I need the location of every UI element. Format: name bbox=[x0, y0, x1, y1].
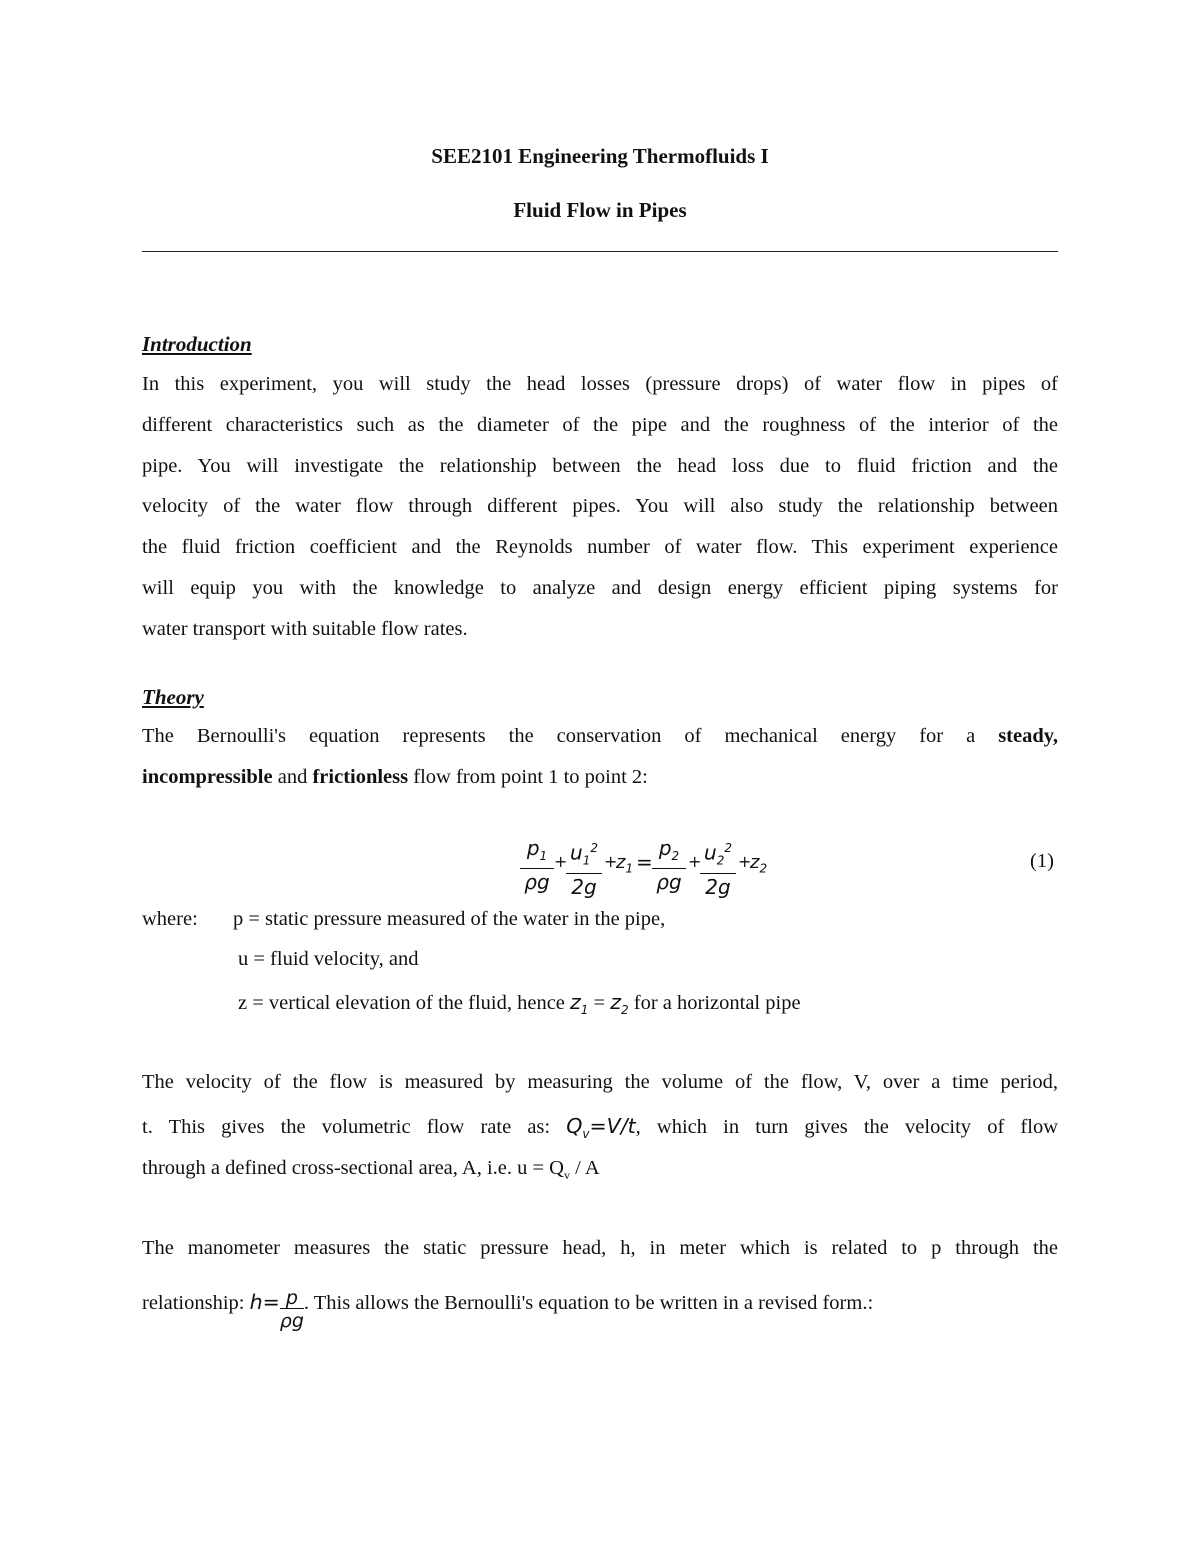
where-u-definition: u = fluid velocity, and bbox=[238, 948, 419, 970]
z1-term: $z_1$ bbox=[616, 852, 634, 876]
intro-line-2: different characteristics such as the diameter of the pipe and the roughness of the interior of the bbox=[142, 414, 1058, 436]
manometer-line-2: relationship: h= $\frac{p}{\rho g}$ . This allows the Bernoulli's equation to be written in a revised form.: bbox=[142, 1287, 874, 1332]
where-label: where: bbox=[142, 908, 198, 930]
plus-sign: + bbox=[688, 852, 702, 871]
where-p-definition: p = static pressure measured of the water in the pipe, bbox=[233, 908, 666, 930]
z2-term: $z_2$ bbox=[750, 852, 768, 876]
frictionless-term: frictionless bbox=[312, 766, 409, 788]
fraction-p2: $\frac{p_2}{\rho g}$ bbox=[652, 836, 686, 895]
fraction-p1: $\frac{p_1}{\rho g}$ bbox=[520, 836, 554, 895]
head-fraction: $\frac{p}{\rho g}$ bbox=[279, 1287, 304, 1332]
fraction-u1: $\frac{u_1^2}{2g}$ bbox=[566, 836, 602, 900]
fraction-u2: $\frac{u_2^2}{2g}$ bbox=[700, 836, 736, 900]
intro-line-5: the fluid friction coefficient and the Reynolds number of water flow. This experiment experience bbox=[142, 536, 1058, 558]
incompressible-term: incompressible bbox=[142, 766, 273, 788]
plus-sign: + bbox=[604, 852, 618, 871]
theory-line-2 bbox=[142, 766, 1058, 789]
intro-line-3: pipe. You will investigate the relationship between the head loss due to fluid friction and the bbox=[142, 455, 1058, 477]
velocity-line-2: t. This gives the volumetric flow rate as: $Q_v=V/t$, which in turn gives the velocity of flow bbox=[142, 1114, 1059, 1142]
bernoulli-equation bbox=[520, 828, 780, 898]
introduction-heading: Introduction bbox=[142, 332, 252, 356]
equals-sign: = bbox=[636, 850, 653, 874]
steady-term: steady, bbox=[998, 725, 1058, 747]
plus-sign: + bbox=[554, 852, 568, 871]
intro-line-1: In this experiment, you will study the head losses (pressure drops) of water flow in pipes of bbox=[142, 373, 1058, 395]
theory-line-1 bbox=[142, 725, 1058, 748]
velocity-line-1: The velocity of the flow is measured by measuring the volume of the flow, V, over a time period, bbox=[142, 1071, 1058, 1093]
intro-line-7: water transport with suitable flow rates. bbox=[142, 618, 468, 640]
intro-line-6: will equip you with the knowledge to analyze and design energy efficient piping systems for bbox=[142, 577, 1058, 599]
course-title: SEE2101 Engineering Thermofluids I bbox=[431, 144, 769, 168]
theory-line-2-text: flow from point 1 to point 2: bbox=[408, 766, 648, 788]
theory-line-1-text: The Bernoulli's equation represents the conservation of mechanical energy for a bbox=[142, 725, 976, 747]
intro-line-4: velocity of the water flow through different pipes. You will also study the relationship between bbox=[142, 495, 1058, 517]
document-title: Fluid Flow in Pipes bbox=[513, 198, 687, 222]
where-z-definition: z = vertical elevation of the fluid, hence $z_1 = z_2$ for a horizontal pipe bbox=[238, 990, 801, 1018]
equation-number: (1) bbox=[1030, 850, 1054, 872]
velocity-line-3: through a defined cross-sectional area, A, i.e. $u = Q_v / A$ bbox=[142, 1157, 600, 1183]
theory-heading: Theory bbox=[142, 685, 204, 709]
manometer-line-1: The manometer measures the static pressure head, h, in meter which is related to p through the bbox=[142, 1237, 1058, 1259]
theory-line-2-mid: and bbox=[272, 766, 313, 788]
title-divider bbox=[142, 251, 1058, 252]
plus-sign: + bbox=[738, 852, 752, 871]
